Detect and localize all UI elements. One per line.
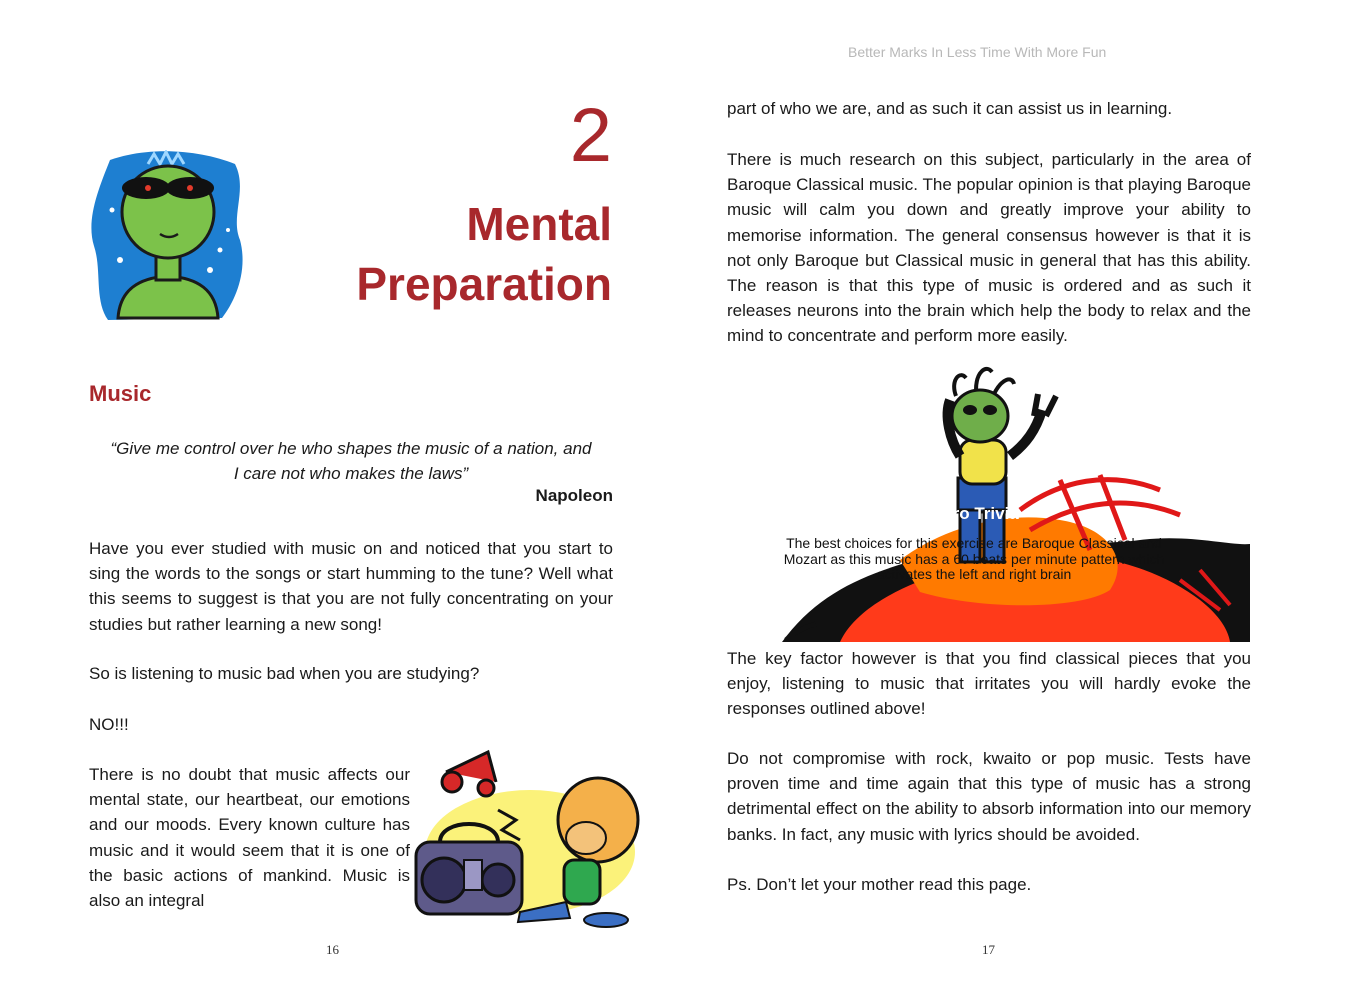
right-paragraph-3: The key factor however is that you find classical pieces that you enjoy, listening to music that irritates you will hardly evoke the responses outlined above! (727, 649, 1251, 719)
trivia-title: Astro Trivia (925, 504, 1019, 523)
trivia-text: The best choices for this exercise are Baroque Classical and Mozart as this music has a 60 beats per minute pattern which activates the left and right brain (783, 535, 1165, 583)
page-number-right: 17 (982, 942, 995, 957)
right-paragraph-4: Do not compromise with rock, kwaito or pop music. Tests have proven time and time again that this type of music has a strong detrimental effect on the ability to absorb information into our memory banks. In fact, any music with lyrics should be avoided. (727, 749, 1251, 844)
boombox-listener-illustration (410, 742, 640, 930)
left-paragraph-1: Have you ever studied with music on and noticed that you start to sing the words to the songs or start humming to the tune? Well what this seems to suggest is that you are not fully concentrating on your studies but rather learning a new song! (89, 539, 613, 634)
quote-author: Napoleon (535, 486, 613, 505)
running-header: Better Marks In Less Time With More Fun (848, 44, 1107, 60)
chapter-title-line-1: Mental (466, 198, 612, 250)
left-paragraph-4: There is no doubt that music affects our mental state, our heartbeat, our emotions and our moods. Every known culture has music and it would seem that it is one of the basic actions of mankind. Music is also an integral (89, 765, 410, 911)
quote-line-1: “Give me control over he who shapes the music of a nation, and (110, 439, 592, 458)
left-paragraph-3: NO!!! (89, 715, 129, 734)
quote (89, 436, 613, 486)
page-number-left: 16 (326, 942, 339, 957)
right-paragraph-2: There is much research on this subject, particularly in the area of Baroque Classical music. The popular opinion is that playing Baroque music will calm you down and greatly improve your ability to memorise information. The general consensus however is that it is not only Baroque but Classical music in general that has this ability. The reason is that this type of music is ordered and as such it releases neurons into the brain which help the body to relax and the mind to concentrate and perform more easily. (727, 150, 1251, 346)
right-paragraph-5: Ps. Don’t let your mother read this page. (727, 875, 1032, 894)
chapter-number: 2 (569, 93, 612, 178)
right-paragraph-1: part of who we are, and as such it can assist us in learning. (727, 99, 1173, 118)
chapter-title (300, 194, 612, 314)
section-heading: Music (89, 381, 152, 406)
left-paragraph-2: So is listening to music bad when you are studying? (89, 664, 480, 683)
quote-line-2: I care not who makes the laws” (233, 464, 469, 483)
alien-trivia-illustration (780, 360, 1252, 645)
chapter-title-line-2: Preparation (356, 258, 612, 310)
alien-portrait-illustration (90, 150, 246, 322)
